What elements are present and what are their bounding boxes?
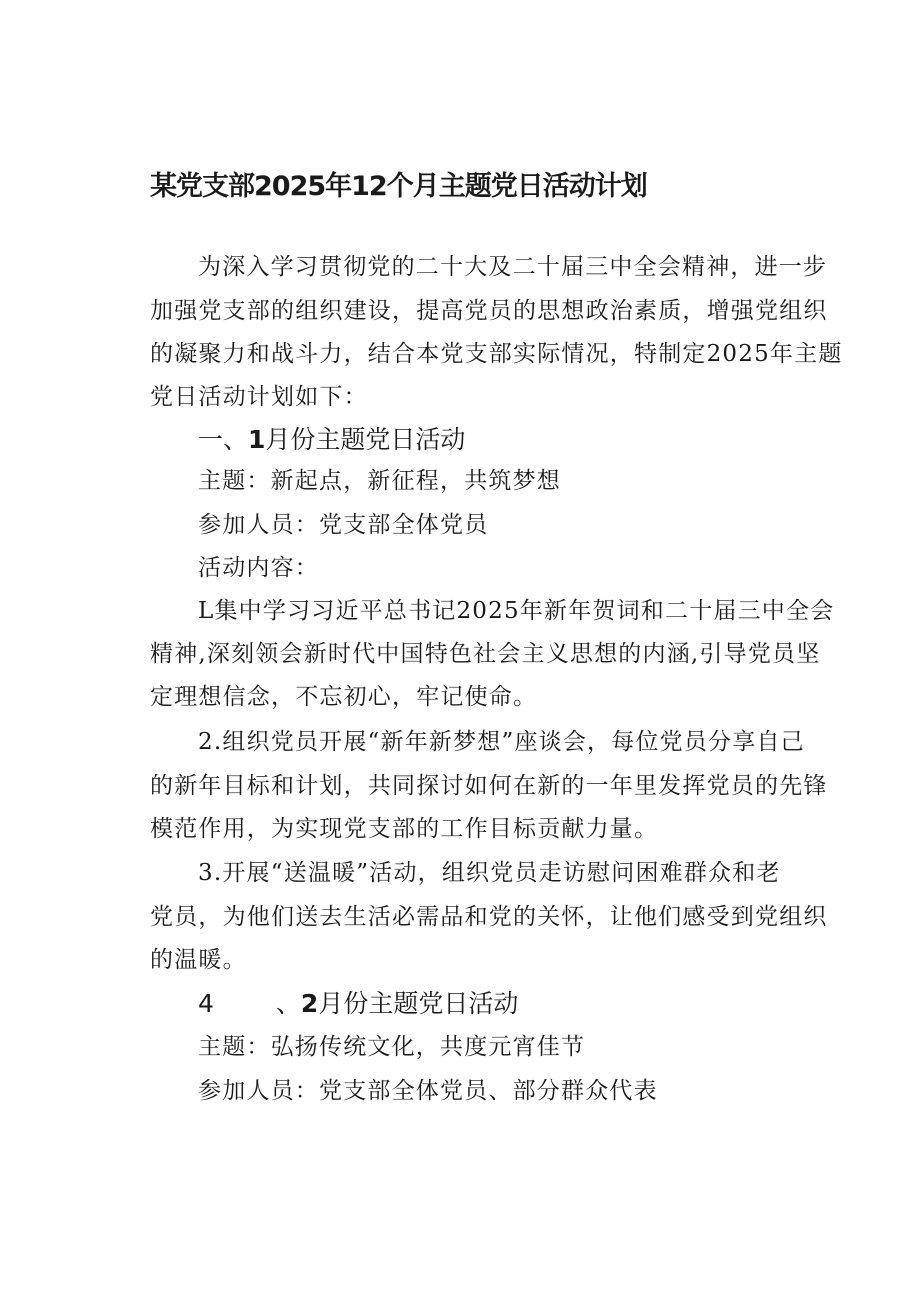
item2-line-3: 模范作用，为实现党支部的工作目标贡献力量。 [150, 816, 659, 842]
item1-line-3: 定理想信念，不忘初心，牢记使命。 [150, 684, 538, 710]
section2-theme: 主题：弘扬传统文化，共度元宵佳节 [198, 1034, 586, 1060]
section2-heading-prefix: 4 [198, 989, 214, 1018]
section1-heading-text: 月份主题党日活动 [265, 425, 466, 454]
item3-line-1: 3.开展“送温暖”活动，组织党员走访慰问困难群众和老 [198, 860, 781, 886]
intro-line-2: 加强党支部的组织建设，提高党员的思想政治素质，增强党组织 [150, 298, 828, 324]
section1-content-label: 活动内容： [198, 555, 319, 581]
section1-heading-num: 1 [248, 425, 266, 454]
item1-line-2: 精神,深刻领会新时代中国特色社会主义思想的内涵,引导党员坚 [150, 641, 821, 667]
section2-heading-text: 月份主题党日活动 [318, 989, 519, 1018]
item1-line-1: L集中学习习近平总书记2025年新年贺词和二十届三中全会 [198, 598, 835, 624]
section2-heading-sep: 、 [275, 989, 301, 1018]
section2-heading-num: 2 [300, 989, 319, 1018]
item3-line-3: 的温暖。 [150, 947, 247, 973]
section1-heading-prefix: 一、 [198, 425, 249, 454]
section2-heading [198, 991, 518, 1016]
section1-participants: 参加人员：党支部全体党员 [198, 512, 489, 538]
intro-line-4: 党日活动计划如下： [150, 384, 368, 410]
item2-line-1: 2.组织党员开展“新年新梦想”座谈会，每位党员分享自己 [198, 729, 805, 755]
item3-line-2: 党员，为他们送去生活必需品和党的关怀，让他们感受到党组织 [150, 904, 828, 930]
intro-line-3: 的凝聚力和战斗力，结合本党支部实际情况，特制定2025年主题 [150, 341, 843, 367]
intro-line-1: 为深入学习贯彻党的二十大及二十届三中全会精神，进一步 [198, 254, 828, 280]
section1-theme: 主题：新起点，新征程，共筑梦想 [198, 468, 561, 494]
document-title: 某党支部2025年12个月主题党日活动计划 [150, 171, 647, 202]
item2-line-2: 的新年目标和计划，共同探讨如何在新的一年里发挥党员的先锋 [150, 773, 828, 799]
section1-heading [198, 427, 465, 452]
section2-participants: 参加人员：党支部全体党员、部分群众代表 [198, 1078, 658, 1104]
